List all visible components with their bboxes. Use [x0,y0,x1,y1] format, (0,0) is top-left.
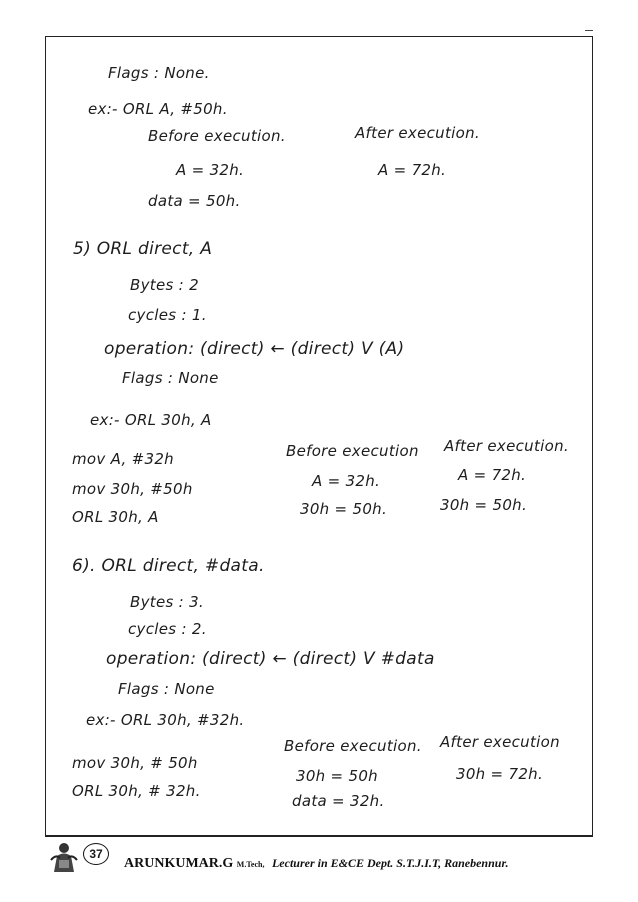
section5-code-line: mov A, #32h [72,450,174,468]
section6-operation: operation: (direct) ← (direct) V #data [106,649,435,669]
author-role: Lecturer in E&CE Dept. S.T.J.I.T, Ranebennur. [271,856,509,870]
section5-heading: 5) ORL direct, A [73,239,213,259]
page-number: 37 [83,843,109,865]
section6-before-heading: Before execution. [284,737,422,755]
section5-example: ex:- ORL 30h, A [90,411,212,429]
section6-before-value: data = 32h. [292,792,385,810]
footer-credit [124,856,508,872]
section5-code-line: mov 30h, #50h [72,480,193,498]
author-degree: M.Tech, [236,860,265,869]
section5-operation: operation: (direct) ← (direct) V (A) [104,339,405,359]
section6-after-heading: After execution [440,733,560,751]
section6-flags: Flags : None [118,680,215,698]
after-a-value: A = 72h. [378,161,447,179]
section6-code-line: ORL 30h, # 32h. [72,782,201,800]
section5-before-value: A = 32h. [312,472,381,490]
footer-divider [45,836,593,837]
author-name: ARUNKUMAR.G [124,856,234,871]
section6-example: ex:- ORL 30h, #32h. [86,711,245,729]
section5-after-value: A = 72h. [458,466,527,484]
section5-cycles: cycles : 1. [128,306,207,324]
data-value: data = 50h. [148,192,241,210]
before-heading: Before execution. [148,127,286,145]
section5-flags: Flags : None [122,369,219,387]
after-heading: After execution. [355,124,480,142]
section6-code-line: mov 30h, # 50h [72,754,198,772]
section5-bytes: Bytes : 2 [130,276,199,294]
section5-code-line: ORL 30h, A [72,508,159,526]
flags-line: Flags : None. [108,64,210,82]
section5-after-value: 30h = 50h. [440,496,528,514]
section6-after-value: 30h = 72h. [456,765,544,783]
section6-cycles: cycles : 2. [128,620,207,638]
section6-bytes: Bytes : 3. [130,593,204,611]
section5-before-value: 30h = 50h. [300,500,388,518]
logo-icon [48,840,80,874]
corner-mark [585,30,593,31]
section5-after-heading: After execution. [444,437,569,455]
section6-before-value: 30h = 50h [296,767,378,785]
section6-heading: 6). ORL direct, #data. [72,556,265,576]
example-line: ex:- ORL A, #50h. [88,100,228,118]
section5-before-heading: Before execution [286,442,419,460]
before-a-value: A = 32h. [176,161,245,179]
